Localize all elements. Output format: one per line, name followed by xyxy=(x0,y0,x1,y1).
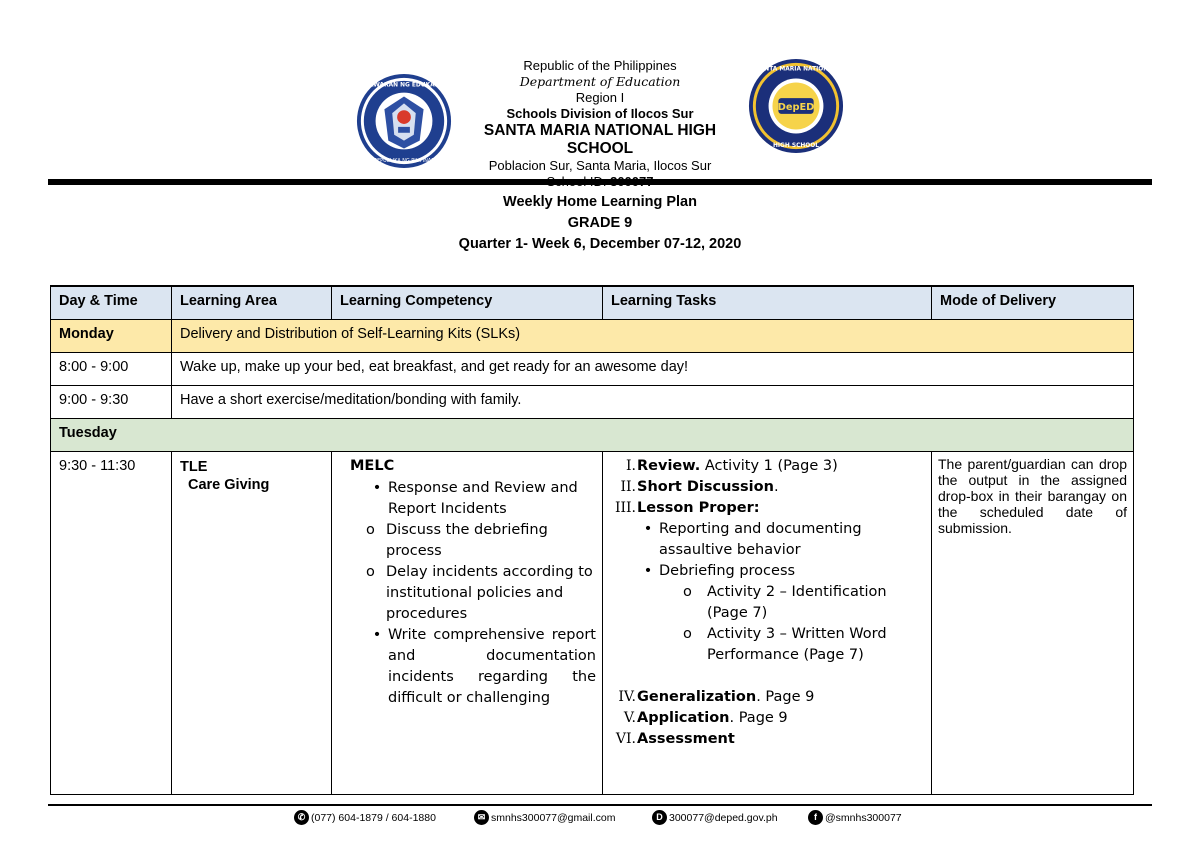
learning-area-cell xyxy=(172,451,332,795)
table-header-row xyxy=(51,286,1134,319)
list-item xyxy=(350,625,596,709)
learning-area-subject: TLE xyxy=(180,458,208,475)
svg-text:DepED: DepED xyxy=(777,101,815,113)
task-number: III. xyxy=(614,499,636,516)
list-item-text: Response and Review and Report Incidents xyxy=(388,479,578,517)
table-row xyxy=(51,385,1134,418)
table-row-monday xyxy=(51,319,1134,352)
task-heading: Short Discussion xyxy=(637,478,774,495)
svg-text:HIGH SCHOOL: HIGH SCHOOL xyxy=(772,143,820,150)
list-item-text: Activity 3 – Written Word Performance (Page 7) xyxy=(707,625,887,663)
bullet-icon: • xyxy=(643,562,653,579)
svg-text:REPUBLIKA NG PILIPINAS: REPUBLIKA NG PILIPINAS xyxy=(373,158,435,165)
spacer xyxy=(607,666,923,687)
task-heading: Lesson Proper: xyxy=(637,499,760,516)
table-row xyxy=(51,352,1134,385)
time-cell: 9:30 - 11:30 xyxy=(51,451,172,795)
email-icon: ✉ xyxy=(474,810,489,825)
task-item xyxy=(607,729,923,750)
header-divider xyxy=(48,179,1152,185)
task-heading: Application xyxy=(637,709,730,726)
email-text[interactable]: smnhs300077@gmail.com xyxy=(491,811,616,824)
footer-facebook[interactable] xyxy=(808,810,902,825)
task-number: IV. xyxy=(618,688,636,705)
grade-label: GRADE 9 xyxy=(567,215,633,231)
bullet-icon: • xyxy=(372,479,382,496)
header-mode-of-delivery: Mode of Delivery xyxy=(932,286,1134,319)
task-item xyxy=(607,498,923,519)
division-line: Schools Division of Ilocos Sur xyxy=(506,106,694,121)
school-name: SANTA MARIA NATIONAL HIGH SCHOOL xyxy=(483,122,717,157)
task-item xyxy=(607,456,923,477)
header-learning-tasks: Learning Tasks xyxy=(603,286,932,319)
melc-title: MELC xyxy=(350,457,395,474)
list-item-text: Write comprehensive report and documentation incidents regarding the difficult or challenging xyxy=(388,626,596,706)
list-item xyxy=(350,520,596,562)
circle-bullet-icon: o xyxy=(683,583,692,600)
list-item xyxy=(607,582,923,624)
footer-email[interactable] xyxy=(474,810,615,825)
list-item-text: Debriefing process xyxy=(659,562,796,579)
list-item xyxy=(350,562,596,625)
task-detail: . xyxy=(773,478,779,495)
region-line: Region I xyxy=(575,90,625,105)
header-learning-competency: Learning Competency xyxy=(332,286,603,319)
day-monday: Monday xyxy=(51,319,172,352)
list-item-text: Activity 2 – Identification (Page 7) xyxy=(707,583,887,621)
header-day-time: Day & Time xyxy=(51,286,172,319)
competency-cell xyxy=(332,451,603,795)
school-seal-logo xyxy=(747,57,845,155)
time-cell: 9:00 - 9:30 xyxy=(51,385,172,418)
day-tuesday: Tuesday xyxy=(51,418,1134,451)
task-detail: . Page 9 xyxy=(756,688,815,705)
deped-mail-icon: D xyxy=(652,810,667,825)
task-number: I. xyxy=(626,457,636,474)
task-item xyxy=(607,477,923,498)
deped-seal-logo xyxy=(355,72,453,170)
list-item xyxy=(607,624,923,666)
phone-text: (077) 604-1879 / 604-1880 xyxy=(311,811,436,824)
header-learning-area: Learning Area xyxy=(172,286,332,319)
list-item xyxy=(607,561,923,582)
task-item xyxy=(607,708,923,729)
phone-icon: ✆ xyxy=(294,810,309,825)
svg-text:KAGAWARAN NG EDUKASYON: KAGAWARAN NG EDUKASYON xyxy=(355,82,453,89)
department-line: Department of Education xyxy=(519,74,681,89)
mode-of-delivery-cell: The parent/guardian can drop the output in the assigned drop-box in their barangay on the scheduled date of submission. xyxy=(932,451,1134,795)
task-heading: Generalization xyxy=(637,688,757,705)
list-item-text: Discuss the debriefing process xyxy=(386,521,548,559)
list-item-text: Delay incidents according to institutional policies and procedures xyxy=(386,563,593,622)
task-number: II. xyxy=(620,478,636,495)
circle-bullet-icon: o xyxy=(366,521,375,538)
learning-tasks-cell xyxy=(603,451,932,795)
footer-divider xyxy=(48,804,1152,806)
svg-text:SANTA MARIA NATIONAL: SANTA MARIA NATIONAL xyxy=(755,66,837,73)
task-item xyxy=(607,687,923,708)
footer-phone xyxy=(294,810,436,825)
activity-cell: Have a short exercise/meditation/bonding with family. xyxy=(172,385,1134,418)
task-detail: Activity 1 (Page 3) xyxy=(700,457,838,474)
circle-bullet-icon: o xyxy=(366,563,375,580)
letterhead xyxy=(450,58,750,190)
republic-line: Republic of the Philippines xyxy=(523,58,677,73)
task-number: V. xyxy=(623,709,636,726)
task-detail: . Page 9 xyxy=(729,709,788,726)
learning-area-component: Care Giving xyxy=(188,476,270,493)
task-heading: Review. xyxy=(637,457,701,474)
learning-plan-table xyxy=(50,285,1134,795)
table-row-tle xyxy=(51,451,1134,795)
facebook-text[interactable]: @smnhs300077 xyxy=(825,811,902,824)
quarter-week-label: Quarter 1- Week 6, December 07-12, 2020 xyxy=(458,236,742,252)
bullet-icon: • xyxy=(372,626,382,643)
circle-bullet-icon: o xyxy=(683,625,692,642)
bullet-icon: • xyxy=(643,520,653,537)
list-item xyxy=(607,519,923,561)
task-number: VI. xyxy=(615,730,636,747)
table-row-tuesday xyxy=(51,418,1134,451)
activity-cell: Wake up, make up your bed, eat breakfast, and get ready for an awesome day! xyxy=(172,352,1134,385)
deped-email-text[interactable]: 300077@deped.gov.ph xyxy=(669,811,778,824)
plan-title: Weekly Home Learning Plan xyxy=(503,194,697,210)
time-cell: 8:00 - 9:00 xyxy=(51,352,172,385)
task-heading: Assessment xyxy=(637,730,735,747)
monday-activity: Delivery and Distribution of Self-Learning Kits (SLKs) xyxy=(172,319,1134,352)
list-item xyxy=(350,478,596,520)
footer-deped-email[interactable] xyxy=(652,810,778,825)
list-item-text: Reporting and documenting assaultive behavior xyxy=(659,520,862,558)
facebook-icon: f xyxy=(808,810,823,825)
address-line: Poblacion Sur, Santa Maria, Ilocos Sur xyxy=(488,158,712,173)
footer-contacts xyxy=(0,810,1200,830)
